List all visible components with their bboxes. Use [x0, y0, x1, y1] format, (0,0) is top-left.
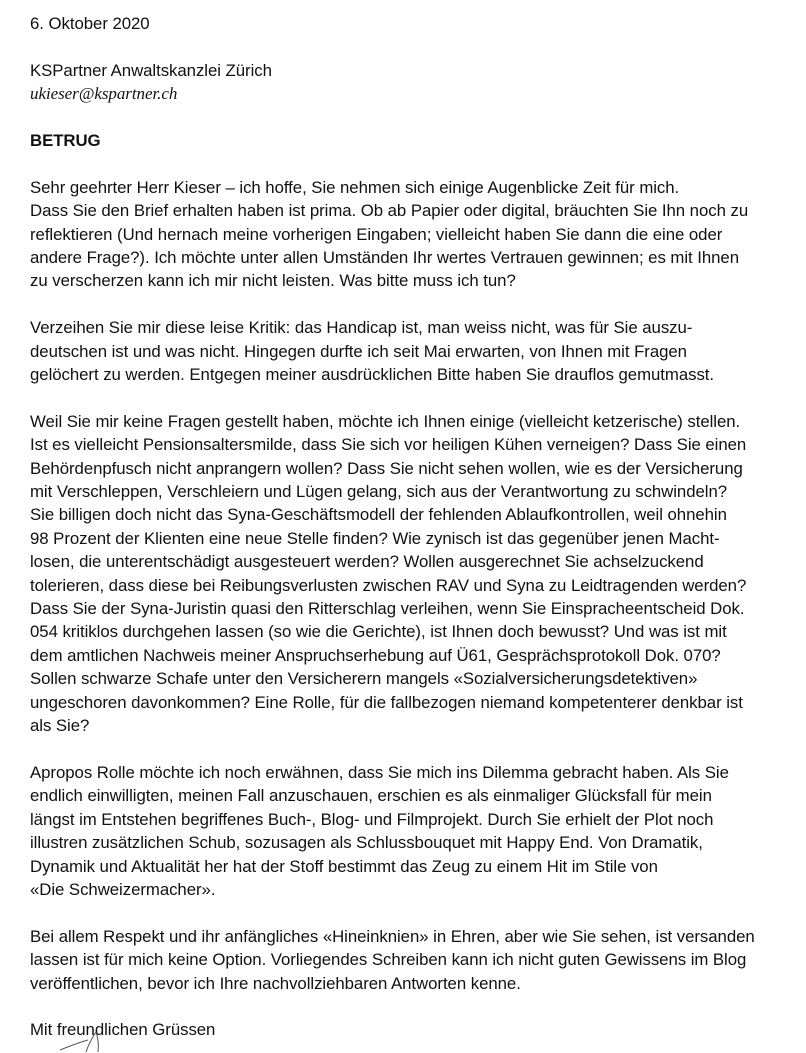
text-line: Sollen schwarze Schafe unter den Versicherern mangels «Sozialversicherungsdetektiven»	[30, 669, 698, 689]
text-line: Sie billigen doch nicht das Syna-Geschäftsmodell der fehlenden Ablaufkontrollen, weil ohnehin	[30, 505, 727, 525]
text-line: dem amtlichen Nachweis meiner Anspruchserhebung auf Ü61, Gesprächsprotokoll Dok. 070?	[30, 645, 721, 665]
text-line: 054 kritiklos durchgehen lassen (so wie die Gerichte), ist Ihnen doch bewusst? Und was ist mit	[30, 622, 727, 642]
text-line: 98 Prozent der Klienten eine neue Stelle finden? Wie zynisch ist das gegenüber jenen Macht-	[30, 528, 720, 548]
paragraph-1	[30, 176, 806, 293]
text-line: Dass Sie den Brief erhalten haben ist prima. Ob ab Papier oder digital, bräuchten Sie Ihn noch zu	[30, 201, 749, 221]
letter-subject: BETRUG	[30, 131, 101, 150]
text-line: Ist es vielleicht Pensionsaltersmilde, dass Sie sich vor heiligen Kühen verneigen? Dass Sie einen	[30, 435, 747, 455]
text-line: veröffentlichen, bevor ich Ihre nachvollziehbaren Antworten kenne.	[30, 973, 521, 993]
letter-closing: Mit freundlichen Grüssen	[30, 1020, 216, 1040]
paragraph-2	[30, 316, 806, 386]
text-line: ungeschoren davonkommen? Eine Rolle, für die fallbezogen niemand kompetenterer denkbar ist	[30, 692, 743, 712]
text-line: tolerieren, dass diese bei Reibungsverlusten zwischen RAV und Syna zu Leidtragenden werden?	[30, 575, 747, 595]
text-line: Bei allem Respekt und ihr anfängliches «Hineinknien» in Ehren, aber wie Sie sehen, ist versanden	[30, 926, 755, 946]
text-line: Apropos Rolle möchte ich noch erwähnen, dass Sie mich ins Dilemma gebracht haben. Als Sie	[30, 762, 729, 782]
text-line: losen, die unterentschädigt ausgesteuert werden? Wollen ausgerechnet Sie achselzuckend	[30, 552, 704, 572]
paragraph-4	[30, 761, 806, 901]
signature-image	[58, 1028, 118, 1053]
letter-date: 6. Oktober 2020	[30, 14, 150, 33]
paragraph-5	[30, 925, 806, 995]
text-line: illustren zusätzlichen Schub, sozusagen als Schlussbouquet mit Happy End. Von Dramatik,	[30, 833, 703, 853]
text-line: zu verscherzen kann ich mir nicht leisten. Was bitte muss ich tun?	[30, 271, 516, 291]
text-line: lassen ist für mich keine Option. Vorliegendes Schreiben kann ich nicht guten Gewissens im Blog	[30, 950, 747, 970]
text-line: reflektieren (Und hernach meine vorherigen Eingaben; vielleicht haben Sie dann die eine oder	[30, 224, 723, 244]
text-line: Behördenpfusch nicht anprangern wollen? Dass Sie nicht sehen wollen, wie es der Versicherung	[30, 458, 743, 478]
recipient-email: ukieser@kspartner.ch	[30, 84, 178, 104]
text-line: als Sie?	[30, 716, 90, 736]
text-line: längst im Entstehen begriffenes Buch-, Blog- und Filmprojekt. Durch Sie erhielt der Plot noch	[30, 809, 714, 829]
text-line: Verzeihen Sie mir diese leise Kritik: das Handicap ist, man weiss nicht, was für Sie auszu-	[30, 318, 693, 338]
text-line: mit Verschleppen, Verschleiern und Lügen gelang, sich aus der Verantwortung zu schwindeln?	[30, 482, 728, 502]
text-line: endlich einwilligten, meinen Fall anzuschauen, erschien es als einmaliger Glücksfall für mein	[30, 786, 712, 806]
text-line: gelöchert zu werden. Entgegen meiner ausdrücklichen Bitte haben Sie drauflos gemutmasst.	[30, 365, 715, 385]
paragraph-3	[30, 410, 806, 738]
text-line: andere Frage?). Ich möchte unter allen Umständen Ihr wertes Vertrauen gewinnen; es mit Ihnen	[30, 248, 739, 268]
text-line: Weil Sie mir keine Fragen gestellt haben, möchte ich Ihnen einige (vielleicht ketzerische) stellen.	[30, 411, 741, 431]
text-line: Dynamik und Aktualität her hat der Stoff bestimmt das Zeug zu einem Hit im Stile von	[30, 856, 658, 876]
recipient-name: KSPartner Anwaltskanzlei Zürich	[30, 60, 272, 80]
text-line: Sehr geehrter Herr Kieser – ich hoffe, Sie nehmen sich einige Augenblicke Zeit für mich.	[30, 177, 680, 197]
text-line: «Die Schweizermacher».	[30, 879, 216, 899]
text-line: deutschen ist und was nicht. Hingegen durfte ich seit Mai erwarten, von Ihnen mit Fragen	[30, 341, 687, 361]
text-line: Dass Sie der Syna-Juristin quasi den Ritterschlag verleihen, wenn Sie Einspracheentscheid Dok.	[30, 599, 745, 619]
